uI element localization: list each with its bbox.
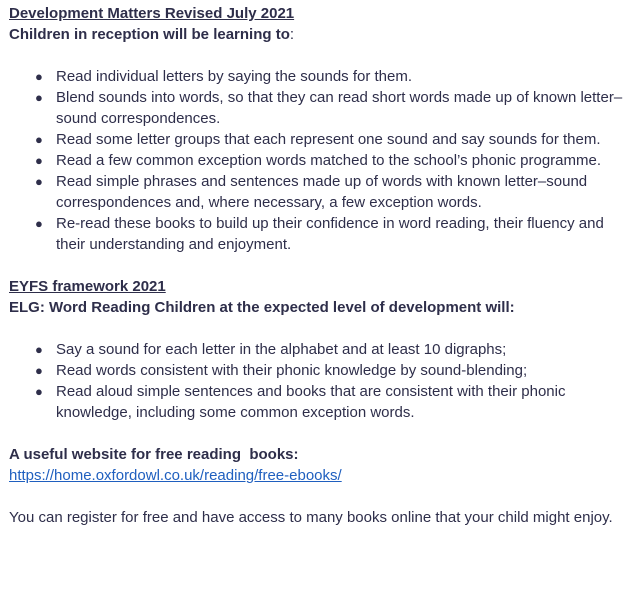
bullet-icon: ●	[35, 363, 43, 378]
reception-learning-subheading	[9, 24, 629, 45]
reception-learning-list	[9, 66, 629, 255]
list-item-text: Re-read these books to build up their confidence in word reading, their fluency and their understanding and enjoyment.	[56, 215, 604, 253]
list-item-text: Read words consistent with their phonic knowledge by sound-blending;	[56, 362, 528, 379]
list-item-text: Say a sound for each letter in the alphabet and at least 10 digraphs;	[56, 341, 507, 358]
elg-word-reading-subheading: ELG: Word Reading Children at the expected level of development will:	[9, 299, 515, 316]
spacer	[9, 423, 629, 444]
spacer	[9, 486, 629, 507]
useful-website-heading: A useful website for free reading books:	[9, 446, 299, 463]
reception-learning-subheading-text: Children in reception will be learning to	[9, 26, 290, 43]
list-item	[9, 129, 629, 150]
development-matters-heading: Development Matters Revised July 2021	[9, 5, 295, 22]
register-paragraph: You can register for free and have access to many books online that your child might enjoy.	[9, 509, 613, 526]
list-item-text: Read simple phrases and sentences made up of words with known letter–sound correspondences and, where necessary, a few exception words.	[56, 173, 588, 211]
list-item-text: Read some letter groups that each represent one sound and say sounds for them.	[56, 131, 601, 148]
spacer	[9, 318, 629, 339]
list-item-text: Read a few common exception words matched to the school’s phonic programme.	[56, 152, 602, 169]
bullet-icon: ●	[35, 153, 43, 168]
list-item	[9, 213, 629, 255]
list-item	[9, 150, 629, 171]
spacer	[9, 255, 629, 276]
list-item	[9, 381, 629, 423]
bullet-icon: ●	[35, 174, 43, 189]
reception-learning-colon: :	[289, 26, 295, 43]
list-item	[9, 171, 629, 213]
list-item-text: Read aloud simple sentences and books that are consistent with their phonic knowledge, including some common exception words.	[56, 383, 566, 421]
eyfs-framework-heading: EYFS framework 2021	[9, 278, 166, 295]
bullet-icon: ●	[35, 216, 43, 231]
list-item	[9, 360, 629, 381]
list-item-text: Read individual letters by saying the sounds for them.	[56, 68, 413, 85]
bullet-icon: ●	[35, 384, 43, 399]
list-item-text: Blend sounds into words, so that they can read short words made up of known letter– sound correspondences.	[56, 89, 623, 127]
list-item	[9, 87, 629, 129]
bullet-icon: ●	[35, 69, 43, 84]
bullet-icon: ●	[35, 90, 43, 105]
spacer	[9, 45, 629, 66]
bullet-icon: ●	[35, 342, 43, 357]
list-item	[9, 66, 629, 87]
oxfordowl-link[interactable]: https://home.oxfordowl.co.uk/reading/free-ebooks/	[9, 467, 342, 484]
elg-list	[9, 339, 629, 423]
bullet-icon: ●	[35, 132, 43, 147]
list-item	[9, 339, 629, 360]
